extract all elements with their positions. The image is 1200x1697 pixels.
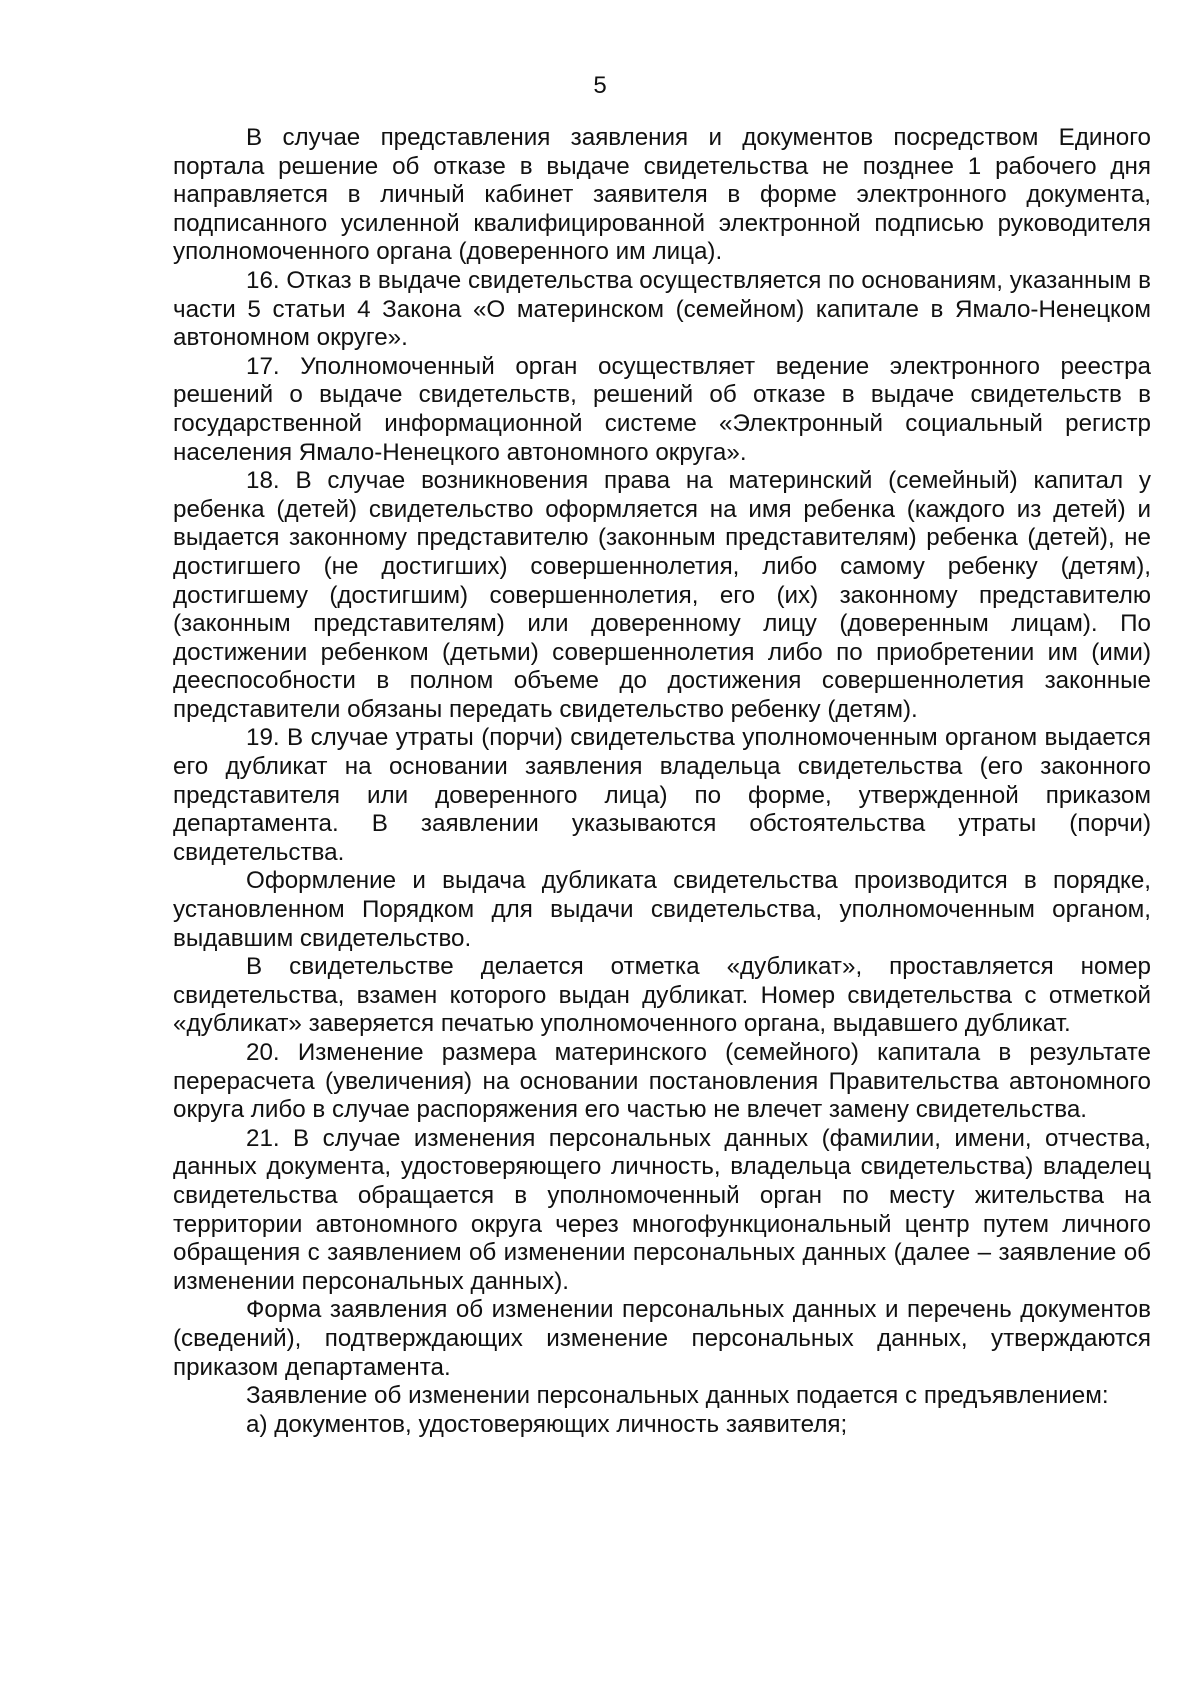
paragraph-17: 17. Уполномоченный орган осуществляет ведение электронного реестра решений о выдаче свидетельств, решений об отказе в выдаче свидетельств в государственной информационной системе «Электронный социальный регистр населения Ямало-Ненецкого автономного округа». <box>173 352 1151 466</box>
paragraph-duplicate-mark: В свидетельстве делается отметка «дубликат», проставляется номер свидетельства, взамен которого выдан дубликат. Номер свидетельства с отметкой «дубликат» заверяется печатью уполномоченного органа, выдавшего дубликат. <box>173 953 1151 1038</box>
paragraph-item-a: а) документов, удостоверяющих личность заявителя; <box>246 1410 848 1438</box>
document-body <box>173 124 1151 1439</box>
paragraph-application-submission: Заявление об изменении персональных данных подается с предъявлением: <box>246 1382 1109 1410</box>
paragraph-duplicate-issuance: Оформление и выдача дубликата свидетельства производится в порядке, установленном Порядком для выдачи свидетельства, уполномоченным органом, выдавшим свидетельство. <box>173 867 1151 952</box>
page-number: 5 <box>593 72 607 99</box>
paragraph-portal-refusal: В случае представления заявления и документов посредством Единого портала решение об отказе в выдаче свидетельства не позднее 1 рабочего дня направляется в личный кабинет заявителя в форме электронного документа, подписанного усиленной квалифицированной электронной подписью руководителя уполномоченного органа (доверенного им лица). <box>173 124 1151 266</box>
paragraph-application-form: Форма заявления об изменении персональных данных и перечень документов (сведений), подтверждающих изменение персональных данных, утверждаются приказом департамента. <box>173 1296 1151 1381</box>
paragraph-20: 20. Изменение размера материнского (семейного) капитала в результате перерасчета (увеличения) на основании постановления Правительства автономного округа либо в случае распоряжения его частью не влечет замену свидетельства. <box>173 1039 1151 1124</box>
paragraph-21: 21. В случае изменения персональных данных (фамилии, имени, отчества, данных документа, удостоверяющего личность, владельца свидетельства) владелец свидетельства обращается в уполномоченный орган по месту жительства на территории автономного округа через многофункциональный центр путем личного обращения с заявлением об изменении персональных данных (далее – заявление об изменении персональных данных). <box>173 1124 1151 1295</box>
paragraph-19: 19. В случае утраты (порчи) свидетельства уполномоченным органом выдается его дубликат на основании заявления владельца свидетельства (его законного представителя или доверенного лица) по форме, утвержденной приказом департамента. В заявлении указываются обстоятельства утраты (порчи) свидетельства. <box>173 724 1151 866</box>
paragraph-16: 16. Отказ в выдаче свидетельства осуществляется по основаниям, указанным в части 5 статьи 4 Закона «О материнском (семейном) капитале в Ямало-Ненецком автономном округе». <box>173 266 1151 352</box>
paragraph-18: 18. В случае возникновения права на материнский (семейный) капитал у ребенка (детей) свидетельство оформляется на имя ребенка (каждого из детей) и выдается законному представителю (законным представителям) ребенка (детей), не достигшего (не достигших) совершеннолетия, либо самому ребенку (детям), достигшему (достигшим) совершеннолетия, его (их) законному представителю (законным представителям) или доверенному лицу (доверенным лицам). По достижении ребенком (детьми) совершеннолетия либо по приобретении им (ими) дееспособности в полном объеме до достижения совершеннолетия законные представители обязаны передать свидетельство ребенку (детям). <box>173 467 1151 723</box>
